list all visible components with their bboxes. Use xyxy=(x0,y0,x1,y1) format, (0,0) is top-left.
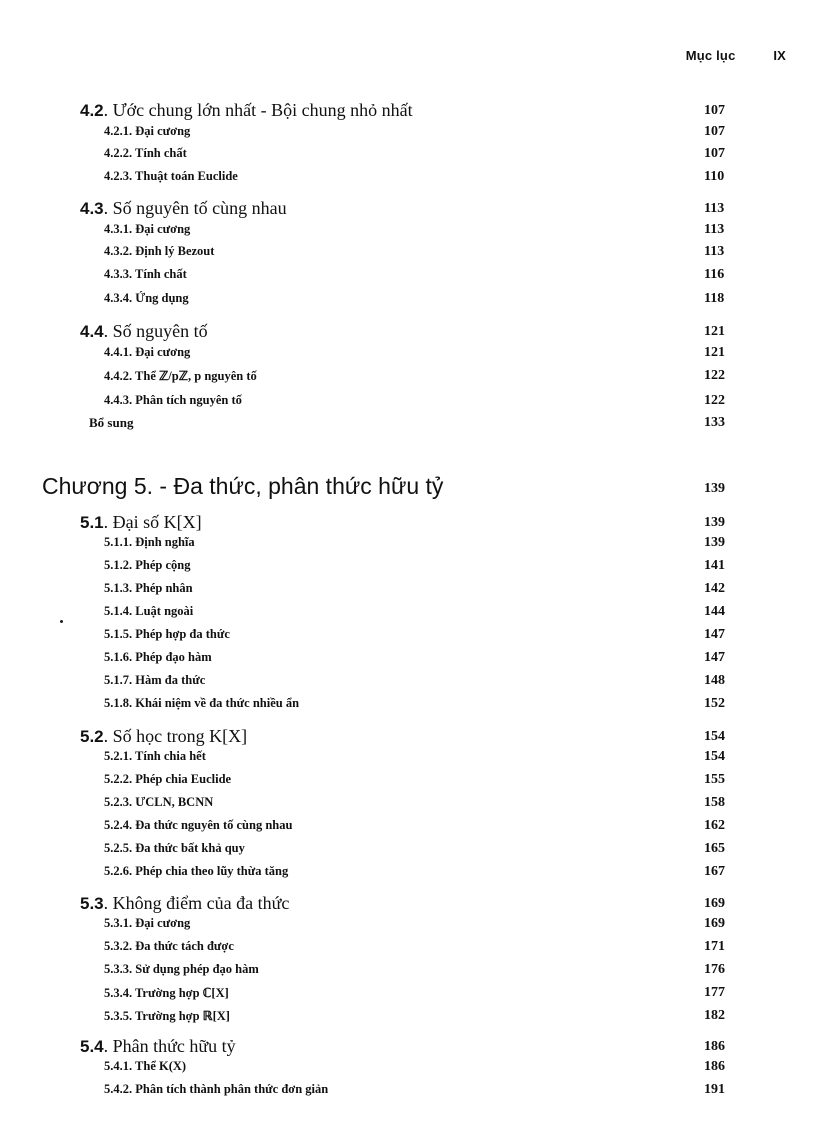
toc-entry-title: 5.1.1. Định nghĩa xyxy=(104,535,195,549)
toc-page-number: 169 xyxy=(704,916,725,931)
toc-entry-title: 5.1.2. Phép cộng xyxy=(104,558,191,572)
toc-page-number: 139 xyxy=(704,515,725,530)
toc-page-number: 122 xyxy=(704,393,725,408)
toc-entry-title: 4.4.3. Phân tích nguyên tố xyxy=(104,393,242,407)
toc-page-number: 113 xyxy=(704,244,725,259)
toc-page-number: 142 xyxy=(704,581,725,596)
toc-page-number: 155 xyxy=(704,772,725,787)
toc-entry-title: 5.3.3. Sử dụng phép đạo hàm xyxy=(104,962,259,976)
header-page-number: IX xyxy=(773,48,786,63)
toc-entry-title: 5.1.4. Luật ngoài xyxy=(104,604,194,618)
toc-entry-title xyxy=(80,512,202,533)
toc-entry-title: 4.2.2. Tính chất xyxy=(104,146,187,160)
toc-page-number: 113 xyxy=(704,222,725,237)
toc-entry-title xyxy=(80,198,287,219)
toc-page-number: 186 xyxy=(704,1059,725,1074)
toc-entry-title: 4.3.2. Định lý Bezout xyxy=(104,244,215,258)
section-title: . Ước chung lớn nhất - Bội chung nhỏ nhất xyxy=(103,100,413,120)
toc-entry-title xyxy=(80,726,247,747)
toc-entry-title: 5.1.7. Hàm đa thức xyxy=(104,673,206,687)
toc-page-number: 148 xyxy=(704,673,725,688)
section-title: . Không điểm của đa thức xyxy=(103,893,290,913)
section-title: . Số nguyên tố cùng nhau xyxy=(103,198,287,218)
scan-speck xyxy=(60,620,63,623)
toc-page-number: 191 xyxy=(704,1082,725,1097)
toc-entry-title: 5.1.5. Phép hợp đa thức xyxy=(104,627,230,641)
section-title: . Số nguyên tố xyxy=(103,321,208,341)
toc-page-number: 177 xyxy=(704,985,725,1000)
toc-entry-title: 5.2.5. Đa thức bất khả quy xyxy=(104,841,245,855)
toc-page-number: 113 xyxy=(704,201,725,216)
section-number: 5.4 xyxy=(80,1037,104,1056)
toc-entry-title: 5.2.4. Đa thức nguyên tố cùng nhau xyxy=(104,818,293,832)
toc-entry-title: 4.4.2. Thể ℤ/pℤ, p nguyên tố xyxy=(104,369,257,383)
toc-page-number: 169 xyxy=(704,896,725,911)
toc-entry-title: Chương 5. - Đa thức, phân thức hữu tỷ xyxy=(42,473,444,499)
toc-entry-title: 5.1.3. Phép nhân xyxy=(104,581,193,595)
toc-entry-title: 4.3.3. Tính chất xyxy=(104,267,187,281)
toc-page-number: 147 xyxy=(704,627,725,642)
toc-entry-title: 5.3.2. Đa thức tách được xyxy=(104,939,234,953)
toc-entry-title: 5.3.4. Trường hợp ℂ[X] xyxy=(104,986,229,1000)
toc-page-number: 154 xyxy=(704,749,725,764)
toc-entry-title: 5.2.3. ƯCLN, BCNN xyxy=(104,795,214,809)
toc-entry-title xyxy=(80,321,208,342)
toc-page-number: 147 xyxy=(704,650,725,665)
toc-entry-title: 5.2.2. Phép chia Euclide xyxy=(104,772,232,786)
toc-entry-title: 4.4.1. Đại cương xyxy=(104,345,191,359)
toc-entry-title: 4.3.1. Đại cương xyxy=(104,222,191,236)
toc-page-number: 144 xyxy=(704,604,725,619)
toc-entry-title xyxy=(80,1036,236,1057)
toc-page-number: 139 xyxy=(704,535,725,550)
toc-entry-title: 5.1.6. Phép đạo hàm xyxy=(104,650,212,664)
toc-page-number: 121 xyxy=(704,324,725,339)
section-number: 4.4 xyxy=(80,322,104,341)
section-number: 5.3 xyxy=(80,894,104,913)
toc-entry-title: 5.1.8. Khái niệm về đa thức nhiều ẩn xyxy=(104,696,300,710)
toc-entry-title: 5.4.2. Phân tích thành phân thức đơn giản xyxy=(104,1082,329,1096)
toc-page-number: 176 xyxy=(704,962,725,977)
section-title: . Số học trong K[X] xyxy=(103,726,248,746)
toc-entry-title: 5.2.6. Phép chia theo lũy thừa tăng xyxy=(104,864,289,878)
toc-entry-title: 4.2.3. Thuật toán Euclide xyxy=(104,169,238,183)
toc-entry-title: 5.2.1. Tính chia hết xyxy=(104,749,206,763)
toc-page-number: 107 xyxy=(704,146,725,161)
toc-page-number: 167 xyxy=(704,864,725,879)
toc-page-number: 158 xyxy=(704,795,725,810)
toc-page-number: 118 xyxy=(704,291,725,306)
section-title: . Phân thức hữu tỷ xyxy=(103,1036,236,1056)
toc-page-number: 162 xyxy=(704,818,725,833)
toc-entry-title: 5.3.5. Trường hợp ℝ[X] xyxy=(104,1009,230,1023)
toc-page-number: 182 xyxy=(704,1008,725,1023)
toc-page-number: 107 xyxy=(704,124,725,139)
running-header xyxy=(686,48,786,63)
toc-entry-title: Bổ sung xyxy=(89,415,134,430)
toc-entry-title: 4.2.1. Đại cương xyxy=(104,124,191,138)
toc-page-number: 141 xyxy=(704,558,725,573)
toc-page-number: 122 xyxy=(704,368,725,383)
toc-entry-title: 5.4.1. Thể K(X) xyxy=(104,1059,187,1073)
header-section-title: Mục lục xyxy=(685,48,736,63)
toc-page-number: 107 xyxy=(704,103,725,118)
toc-page-number: 186 xyxy=(704,1039,725,1054)
toc-page-number: 116 xyxy=(704,267,725,282)
toc-entry-title: 4.3.4. Ứng dụng xyxy=(104,291,189,305)
toc-page-number: 152 xyxy=(704,696,725,711)
toc-entry-title xyxy=(80,893,289,914)
section-number: 5.1 xyxy=(80,513,104,532)
section-number: 4.2 xyxy=(80,101,104,120)
toc-page-number: 121 xyxy=(704,345,725,360)
section-number: 4.3 xyxy=(80,199,104,218)
toc-page-number: 139 xyxy=(704,481,725,496)
toc-page-number: 171 xyxy=(704,939,725,954)
toc-page-number: 110 xyxy=(704,169,725,184)
section-title: . Đại số K[X] xyxy=(103,512,202,532)
toc-entry-title xyxy=(80,100,413,121)
toc-entry-title: 5.3.1. Đại cương xyxy=(104,916,191,930)
toc-page-number: 133 xyxy=(704,415,725,430)
section-number: 5.2 xyxy=(80,727,104,746)
toc-page-number: 154 xyxy=(704,729,725,744)
toc-page-number: 165 xyxy=(704,841,725,856)
